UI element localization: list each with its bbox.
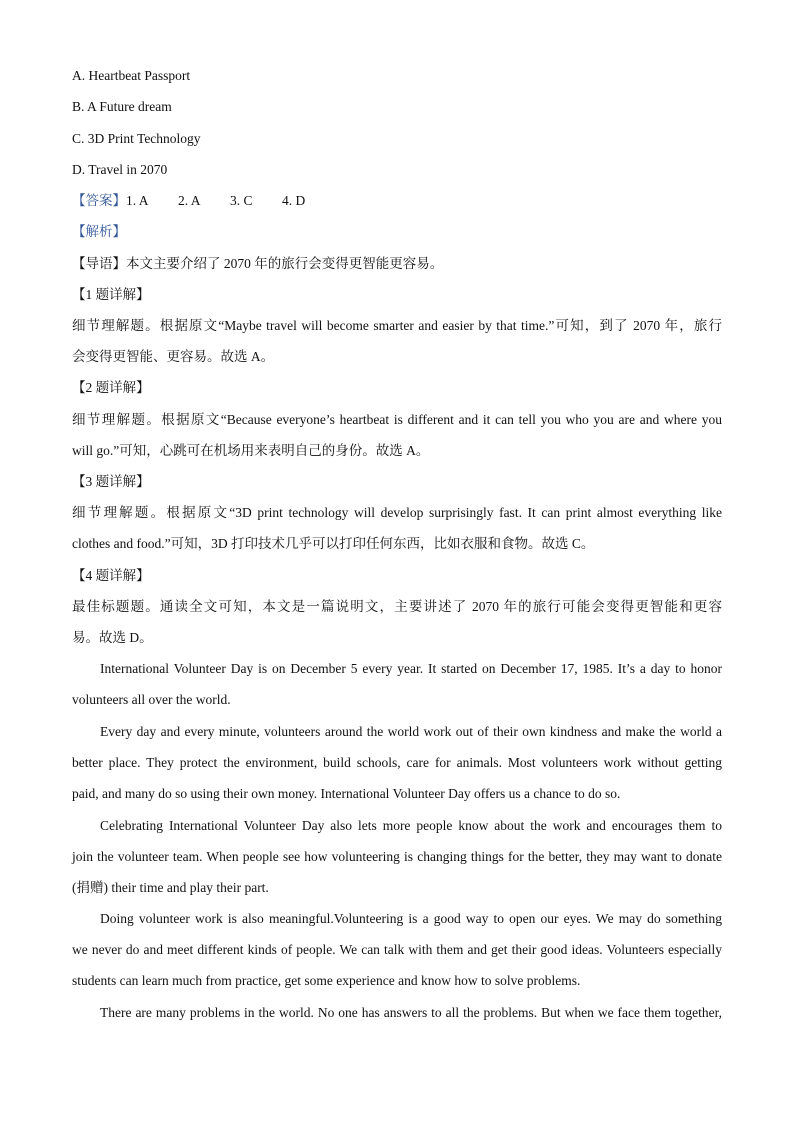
passage-line: better place. They protect the environment, build schools, care for animals. Most volunteers work without getting [72, 755, 722, 770]
option-c: C. 3D Print Technology [72, 131, 201, 146]
q3-heading: 【3 题详解】 [72, 474, 150, 489]
option-d: D. Travel in 2070 [72, 162, 168, 177]
answer-item: 2. A [178, 193, 201, 208]
q2-explanation-line: will go.”可知，心跳可在机场用来表明自己的身份。故选 A。 [72, 443, 430, 458]
q1-explanation-line: 会变得更智能、更容易。故选 A。 [72, 349, 275, 364]
answer-label: 【答案】 [72, 193, 126, 208]
passage-line: Celebrating International Volunteer Day also lets more people know about the work and encourages them to [100, 818, 722, 833]
passage-line: volunteers all over the world. [72, 692, 231, 707]
guide-line: 【导语】本文主要介绍了 2070 年的旅行会变得更智能更容易。 [72, 256, 444, 271]
passage-line: (捐赠) their time and play their part. [72, 880, 269, 895]
passage-line: Doing volunteer work is also meaningful.Volunteering is a good way to open our eyes. We may do something [100, 911, 722, 926]
q1-heading: 【1 题详解】 [72, 287, 150, 302]
passage-line: students can learn much from practice, get some experience and know how to solve problems. [72, 973, 581, 988]
answer-line [72, 192, 722, 210]
passage-line: There are many problems in the world. No one has answers to all the problems. But when we face them together, [100, 1005, 722, 1020]
answer-item: 3. C [230, 193, 253, 208]
q2-explanation-line: 细节理解题。根据原文“Because everyone’s heartbeat is different and it can tell you who you are and where you [72, 412, 722, 427]
analysis-label: 【解析】 [72, 224, 126, 239]
answer-item: 4. D [282, 193, 306, 208]
passage-line: join the volunteer team. When people see how volunteering is changing things for the better, they may want to donate [72, 849, 722, 864]
option-a: A. Heartbeat Passport [72, 68, 191, 83]
q3-explanation-line: 细节理解题。根据原文“3D print technology will develop surprisingly fast. It can print almost everything like [72, 505, 722, 520]
q2-heading: 【2 题详解】 [72, 380, 150, 395]
option-b: B. A Future dream [72, 99, 172, 114]
q4-explanation-line: 易。故选 D。 [72, 630, 153, 645]
passage-line: paid, and many do so using their own money. International Volunteer Day offers us a chance to do so. [72, 786, 621, 801]
passage-line: we never do and meet different kinds of people. We can talk with them and get their good ideas. Volunteers especially [72, 942, 722, 957]
answer-item: 1. A [126, 193, 149, 208]
q4-explanation-line: 最佳标题题。通读全文可知，本文是一篇说明文，主要讲述了 2070 年的旅行可能会变得更智能和更容 [72, 599, 722, 614]
passage-line: Every day and every minute, volunteers around the world work out of their own kindness and make the world a [100, 724, 722, 739]
passage-line: International Volunteer Day is on December 5 every year. It started on December 17, 1985. It’s a day to honor [100, 661, 722, 676]
q1-explanation-line: 细节理解题。根据原文“Maybe travel will become smarter and easier by that time.”可知，到了 2070 年，旅行 [72, 318, 722, 333]
q3-explanation-line: clothes and food.”可知，3D 打印技术几乎可以打印任何东西，比如衣服和食物。故选 C。 [72, 536, 595, 551]
q4-heading: 【4 题详解】 [72, 568, 150, 583]
